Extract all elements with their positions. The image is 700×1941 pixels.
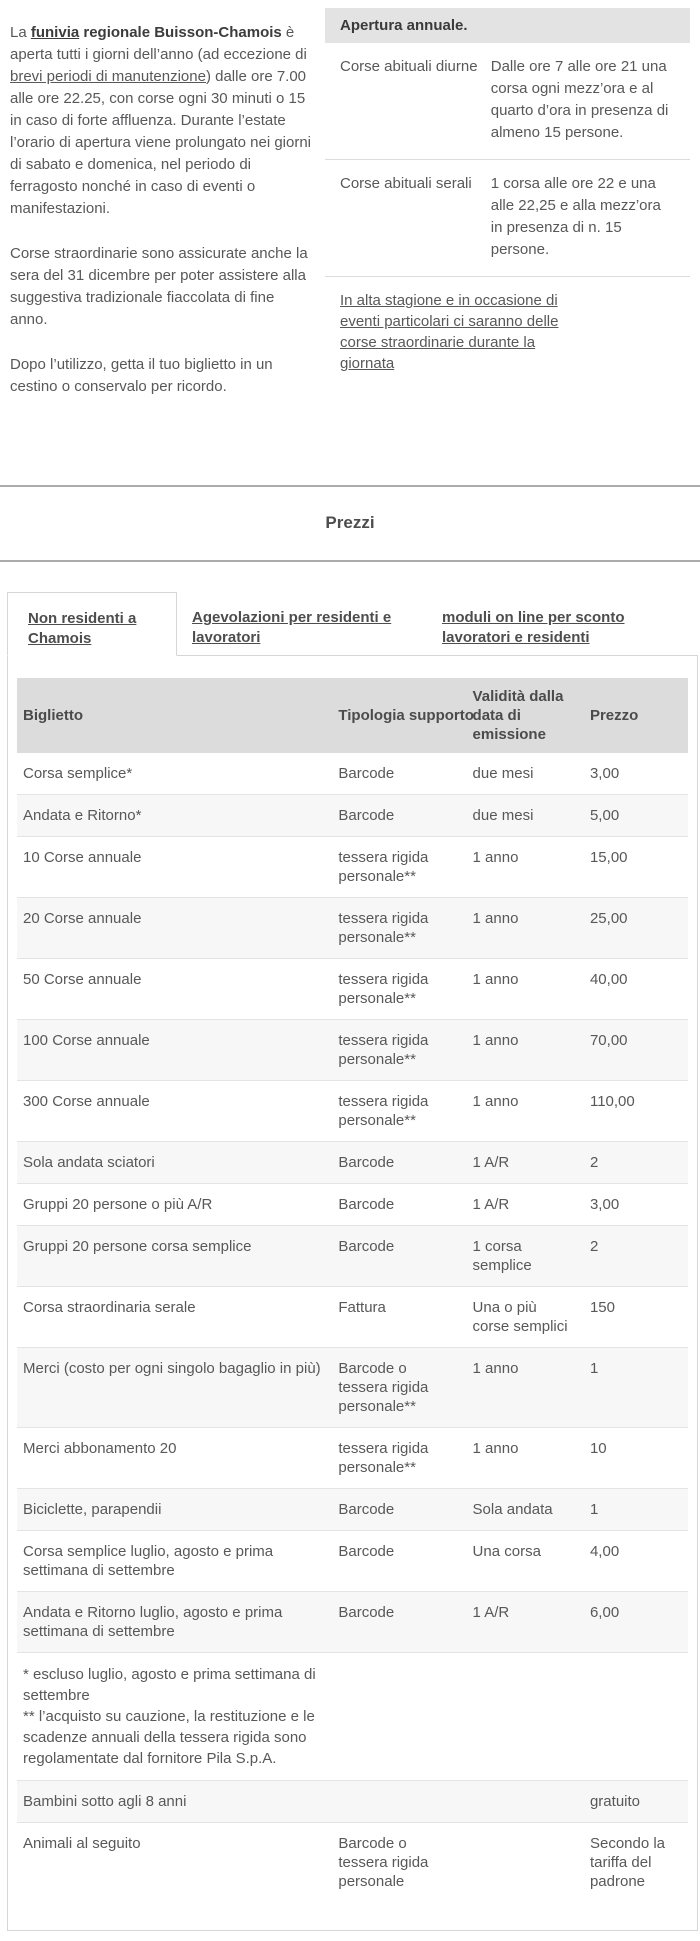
- ticket-cell: Gruppi 20 persone corsa semplice: [17, 1226, 332, 1287]
- price-cell: Secondo la tariffa del padrone: [584, 1823, 688, 1903]
- schedule-value: Dalle ore 7 alle ore 21 una corsa ogni mezz’ora e al quarto d’ora in presenza di almeno 15 persone.: [490, 58, 669, 141]
- table-row: [17, 1142, 688, 1184]
- ticket-cell: Corsa semplice*: [23, 765, 133, 782]
- price-table: [17, 678, 688, 1902]
- support-cell: tessera rigida personale**: [332, 959, 466, 1020]
- price-cell: 110,00: [584, 1081, 688, 1142]
- table-row: [17, 1531, 688, 1592]
- support-cell: Barcode: [332, 1489, 466, 1531]
- price-cell: 1: [584, 1348, 688, 1428]
- price-table-body: [17, 753, 688, 1902]
- intro-text-post: ) dalle ore 7.00 alle ore 22.25, con corse ogni 30 minuti o 15 in caso di forte affluenza. Durante l’estate l’orario di apertura viene prolungato nei giorni di sabato e domenica, nel periodo di ferragosto nonché in caso di eventi o manifestazioni.: [10, 68, 312, 217]
- ticket-cell: 10 Corse annuale: [17, 837, 332, 898]
- ticket-cell: Andata e Ritorno luglio, agosto e prima settimana di settembre: [17, 1592, 332, 1653]
- validity-cell: 1 corsa semplice: [467, 1226, 584, 1287]
- support-cell: Barcode: [332, 1184, 466, 1226]
- price-cell: 3,00: [584, 1184, 688, 1226]
- footnote-cell: [17, 1653, 688, 1781]
- price-cell: 6,00: [584, 1592, 688, 1653]
- table-row: [17, 753, 688, 795]
- validity-cell: Una corsa: [467, 1531, 584, 1592]
- validity-cell: 1 anno: [467, 1081, 584, 1142]
- column-header-price: Prezzo: [584, 678, 688, 753]
- top-section: [0, 0, 700, 421]
- ticket-cell: Merci abbonamento 20: [17, 1428, 332, 1489]
- support-cell: tessera rigida personale**: [332, 1020, 466, 1081]
- validity-cell: due mesi: [467, 795, 584, 837]
- support-cell: Barcode: [332, 795, 466, 837]
- tab-label[interactable]: Agevolazioni per residenti e lavoratori: [192, 609, 392, 646]
- support-cell: [332, 1781, 466, 1823]
- price-cell: 2: [584, 1226, 688, 1287]
- schedule-value: 1 corsa alle ore 22 e una alle 22,25 e alla mezz’ora in presenza di n. 15 persone.: [490, 175, 661, 258]
- table-row: [17, 795, 688, 837]
- ticket-cell: Bambini sotto agli 8 anni: [17, 1781, 332, 1823]
- prices-tab-panel: [7, 655, 698, 1931]
- support-cell: tessera rigida personale**: [332, 898, 466, 959]
- schedule-label: Corse abituali serali: [340, 175, 472, 192]
- ticket-cell: Andata e Ritorno*: [17, 795, 332, 837]
- table-row: [17, 1020, 688, 1081]
- divider-top: [0, 485, 700, 487]
- table-header-row: [17, 678, 688, 753]
- footnote-line: * escluso luglio, agosto e prima settimana di settembre: [23, 1666, 316, 1704]
- intro-text-pre: La: [10, 24, 31, 41]
- tab-label[interactable]: moduli on line per sconto lavoratori e residenti: [442, 609, 625, 646]
- validity-cell: 1 anno: [467, 1020, 584, 1081]
- price-cell: 15,00: [584, 837, 688, 898]
- table-row: [17, 898, 688, 959]
- table-row: [17, 837, 688, 898]
- high-season-note-link[interactable]: In alta stagione e in occasione di eventi particolari ci saranno delle corse straordinarie durante la giornata: [340, 292, 559, 372]
- column-header-ticket: Biglietto: [17, 678, 332, 753]
- ticket-cell: Animali al seguito: [17, 1823, 332, 1903]
- annual-opening-box: [325, 8, 690, 421]
- schedule-label: Corse abituali diurne: [340, 58, 478, 75]
- table-row: [17, 959, 688, 1020]
- footnote-row: [17, 1653, 688, 1781]
- table-row: [17, 1348, 688, 1428]
- price-cell: 5,00: [584, 795, 688, 837]
- column-header-support-type: Tipologia supporto: [332, 678, 466, 753]
- ticket-cell: Corsa straordinaria serale: [17, 1287, 332, 1348]
- table-row: [17, 1081, 688, 1142]
- price-cell: 3,00: [589, 765, 620, 782]
- intro-paragraph-2: Corse straordinarie sono assicurate anche la sera del 31 dicembre per poter assistere alla suggestiva tradizionale fiaccolata di fine anno.: [10, 245, 308, 328]
- schedule-note: [325, 276, 690, 389]
- ticket-cell: 50 Corse annuale: [17, 959, 332, 1020]
- price-cell: 10: [584, 1428, 688, 1489]
- tab-non-residents[interactable]: [7, 592, 177, 656]
- validity-cell: [467, 1781, 584, 1823]
- price-cell: 2: [584, 1142, 688, 1184]
- intro-paragraph-3: Dopo l’utilizzo, getta il tuo biglietto in un cestino o conservalo per ricordo.: [10, 356, 273, 395]
- page-title: Prezzi: [325, 513, 375, 532]
- ticket-cell: Corsa semplice luglio, agosto e prima settimana di settembre: [17, 1531, 332, 1592]
- ticket-cell: Gruppi 20 persone o più A/R: [17, 1184, 332, 1226]
- ticket-cell: Biciclette, parapendii: [17, 1489, 332, 1531]
- support-cell: Barcode o tessera rigida personale: [332, 1823, 466, 1903]
- validity-cell: 1 anno: [467, 959, 584, 1020]
- price-cell: 150: [584, 1287, 688, 1348]
- table-row: [17, 1287, 688, 1348]
- validity-cell: 1 anno: [467, 1348, 584, 1428]
- intro-bold-phrase: regionale Buisson-Chamois: [79, 24, 282, 41]
- validity-cell: Sola andata: [467, 1489, 584, 1531]
- table-row: [17, 1184, 688, 1226]
- validity-cell: [467, 1823, 584, 1903]
- table-row: [17, 1226, 688, 1287]
- funivia-link[interactable]: funivia: [30, 24, 80, 41]
- validity-cell: 1 A/R: [467, 1592, 584, 1653]
- tab-residents-workers-discounts[interactable]: [192, 592, 427, 655]
- table-row: [17, 1823, 688, 1903]
- support-cell: Barcode: [332, 1142, 466, 1184]
- validity-cell: 1 anno: [467, 898, 584, 959]
- ticket-cell: 300 Corse annuale: [17, 1081, 332, 1142]
- intro-text-mid: è aperta tutti i giorni dell’anno (ad eccezione di: [10, 24, 307, 63]
- ticket-cell: Merci (costo per ogni singolo bagaglio in più): [17, 1348, 332, 1428]
- support-cell: Barcode: [338, 765, 395, 782]
- price-cell: 70,00: [584, 1020, 688, 1081]
- schedule-row-daytime: [325, 43, 690, 159]
- support-cell: tessera rigida personale**: [332, 837, 466, 898]
- footnotes: [23, 1664, 323, 1769]
- price-cell: 25,00: [584, 898, 688, 959]
- validity-cell: Una o più corse semplici: [467, 1287, 584, 1348]
- tab-label[interactable]: Non residenti a Chamois: [28, 610, 137, 647]
- tab-nav: [7, 592, 698, 655]
- divider-bottom: [0, 560, 700, 562]
- maintenance-periods-link[interactable]: brevi periodi di manutenzione: [10, 68, 206, 85]
- table-row: [17, 1592, 688, 1653]
- price-cell: 1: [584, 1489, 688, 1531]
- support-cell: Fattura: [332, 1287, 466, 1348]
- validity-cell: 1 A/R: [467, 1142, 584, 1184]
- table-row: [17, 1489, 688, 1531]
- intro-text: [10, 8, 313, 421]
- support-cell: Barcode: [332, 1226, 466, 1287]
- price-cell: 4,00: [584, 1531, 688, 1592]
- validity-cell: 1 anno: [467, 1428, 584, 1489]
- column-header-validity: Validità dalla data di emissione: [467, 678, 584, 753]
- validity-cell: 1 A/R: [467, 1184, 584, 1226]
- prices-tabs-section: [0, 592, 700, 1941]
- tab-online-forms[interactable]: [442, 592, 690, 655]
- intro-paragraph-1: [10, 22, 313, 220]
- price-cell: gratuito: [584, 1781, 688, 1823]
- ticket-cell: Sola andata sciatori: [17, 1142, 332, 1184]
- validity-cell: 1 anno: [467, 837, 584, 898]
- support-cell: Barcode: [332, 1592, 466, 1653]
- footnote-line: ** l’acquisto su cauzione, la restituzione e le scadenze annuali della tessera rigida sono regolamentate dal fornitore Pila S.p.A.: [23, 1708, 315, 1767]
- support-cell: tessera rigida personale**: [332, 1081, 466, 1142]
- price-cell: 40,00: [584, 959, 688, 1020]
- table-row: [17, 1781, 688, 1823]
- support-cell: tessera rigida personale**: [332, 1428, 466, 1489]
- table-row: [17, 1428, 688, 1489]
- validity-cell: due mesi: [472, 765, 534, 782]
- schedule-row-evening: [325, 159, 690, 276]
- ticket-cell: 100 Corse annuale: [17, 1020, 332, 1081]
- support-cell: Barcode o tessera rigida personale**: [332, 1348, 466, 1428]
- support-cell: Barcode: [332, 1531, 466, 1592]
- ticket-cell: 20 Corse annuale: [17, 898, 332, 959]
- annual-opening-title: Apertura annuale.: [325, 8, 690, 43]
